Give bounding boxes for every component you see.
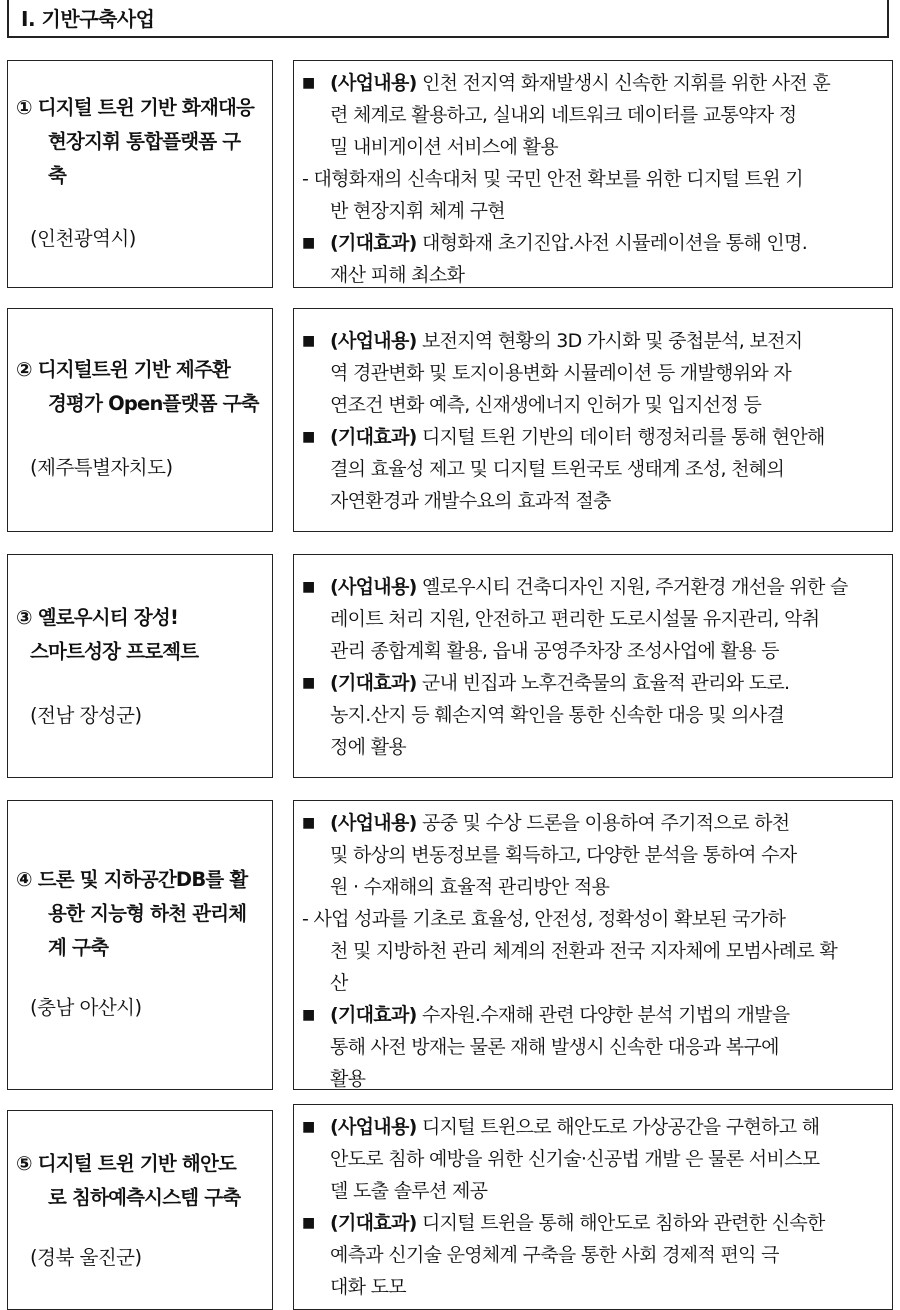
content-line: 관리 종합계획 활용, 읍내 공영주차장 조성사업에 활용 등 bbox=[330, 640, 779, 662]
project-title-box bbox=[7, 308, 273, 532]
project-title-line: 경평가 Open플랫폼 구축 bbox=[48, 392, 259, 415]
project-title-line: 축 bbox=[48, 164, 67, 187]
project-region: (제주특별자치도) bbox=[30, 456, 173, 479]
project-title-line: ④ 드론 및 지하공간DB를 활 bbox=[16, 868, 248, 891]
project-title-line: ③ 옐로우시티 장성! bbox=[16, 606, 179, 629]
bullet-icon: ■ bbox=[302, 1119, 315, 1135]
project-title-line: ② 디지털트윈 기반 제주환 bbox=[16, 358, 231, 381]
effect-line: 정에 활용 bbox=[330, 736, 406, 758]
effect-line: 농지.산지 등 훼손지역 확인을 통한 신속한 대응 및 의사결 bbox=[330, 704, 785, 726]
project-content-box bbox=[293, 554, 893, 778]
project-content bbox=[302, 571, 886, 763]
project-title-box bbox=[7, 554, 273, 778]
bullet-icon: ■ bbox=[302, 675, 315, 691]
content-label: (사업내용) bbox=[330, 72, 417, 94]
effect-line: 대화 도모 bbox=[330, 1276, 406, 1298]
content-line: 안도로 침하 예방을 위한 신기술·신공법 개발 은 물론 서비스모 bbox=[330, 1148, 820, 1170]
bullet-icon: ■ bbox=[302, 815, 315, 831]
content-line: 련 체계로 활용하고, 실내외 네트워크 데이터를 교통약자 정 bbox=[330, 104, 797, 126]
bullet-icon: ■ bbox=[302, 333, 315, 349]
effect-line: 디지털 트윈을 통해 해안도로 침하와 관련한 신속한 bbox=[421, 1212, 825, 1234]
bullet-icon: ■ bbox=[302, 235, 315, 251]
effect-label: (기대효과) bbox=[330, 1212, 417, 1234]
project-title-box bbox=[7, 800, 273, 1090]
bullet-icon: ■ bbox=[302, 1007, 315, 1023]
effect-line: 결의 효율성 제고 및 디지털 트윈국토 생태계 조성, 천혜의 bbox=[330, 458, 785, 480]
project-region: (인천광역시) bbox=[30, 227, 136, 250]
bullet-icon: ■ bbox=[302, 429, 315, 445]
section-header bbox=[7, 0, 889, 38]
project-content-box bbox=[293, 800, 893, 1090]
effect-line: 디지털 트윈 기반의 데이터 행정처리를 통해 현안해 bbox=[421, 426, 825, 448]
bullet-icon: ■ bbox=[302, 579, 315, 595]
bullet-icon: ■ bbox=[302, 75, 315, 91]
content-label: (사업내용) bbox=[330, 576, 417, 598]
content-line: 역 경관변화 및 토지이용변화 시뮬레이션 등 개발행위와 자 bbox=[330, 362, 792, 384]
content-line: 및 하상의 변동정보를 획득하고, 다양한 분석을 통하여 수자 bbox=[330, 844, 797, 866]
content-line: 디지털 트윈으로 해안도로 가상공간을 구현하고 해 bbox=[421, 1116, 820, 1138]
sub-line: - 사업 성과를 기초로 효율성, 안전성, 정확성이 확보된 국가하 bbox=[302, 908, 786, 930]
effect-line: 통해 사전 방재는 물론 재해 발생시 신속한 대응과 복구에 bbox=[330, 1036, 779, 1058]
project-content-box bbox=[293, 1104, 893, 1310]
content-line: 보전지역 현황의 3D 가시화 및 중첩분석, 보전지 bbox=[421, 330, 803, 352]
effect-line: 예측과 신기술 운영체계 구축을 통한 사회 경제적 편익 극 bbox=[330, 1244, 779, 1266]
sub-line: 산 bbox=[330, 972, 348, 994]
project-title bbox=[16, 91, 264, 193]
project-region: (전남 장성군) bbox=[30, 704, 142, 727]
sub-line: - 대형화재의 신속대처 및 국민 안전 확보를 위한 디지털 트윈 기 bbox=[302, 168, 803, 190]
content-line: 인천 전지역 화재발생시 신속한 지휘를 위한 사전 훈 bbox=[421, 72, 831, 94]
effect-line: 재산 피해 최소화 bbox=[330, 264, 465, 286]
effect-line: 대형화재 초기진압.사전 시뮬레이션을 통해 인명. bbox=[421, 232, 808, 254]
content-line: 델 도출 솔루션 제공 bbox=[330, 1180, 488, 1202]
project-content bbox=[302, 1111, 886, 1303]
project-title-line: ① 디지털 트윈 기반 화재대응 bbox=[16, 96, 255, 119]
project-title-line: 용한 지능형 하천 관리체 bbox=[48, 902, 247, 925]
content-label: (사업내용) bbox=[330, 1116, 417, 1138]
project-title-line: ⑤ 디지털 트윈 기반 해안도 bbox=[16, 1152, 237, 1175]
content-line: 밀 내비게이션 서비스에 활용 bbox=[330, 136, 558, 158]
sub-line: 천 및 지방하천 관리 체계의 전환과 전국 지자체에 모범사례로 확 bbox=[330, 940, 838, 962]
project-content-box bbox=[293, 60, 893, 288]
content-line: 옐로우시티 건축디자인 지원, 주거환경 개선을 위한 슬 bbox=[421, 576, 848, 598]
project-title bbox=[16, 353, 264, 421]
project-content-box bbox=[293, 308, 893, 532]
content-label: (사업내용) bbox=[330, 330, 417, 352]
project-region: (충남 아산시) bbox=[30, 996, 142, 1019]
project-title-line: 로 침하예측시스템 구축 bbox=[48, 1186, 241, 1209]
effect-line: 수자원.수재해 관련 다양한 분석 기법의 개발을 bbox=[421, 1004, 790, 1026]
project-content bbox=[302, 67, 886, 291]
effect-label: (기대효과) bbox=[330, 1004, 417, 1026]
project-content bbox=[302, 325, 886, 517]
effect-line: 군내 빈집과 노후건축물의 효율적 관리와 도로. bbox=[421, 672, 790, 694]
effect-line: 자연환경과 개발수요의 효과적 절충 bbox=[330, 490, 611, 512]
project-title-line: 현장지휘 통합플랫폼 구 bbox=[48, 130, 241, 153]
effect-label: (기대효과) bbox=[330, 232, 417, 254]
content-label: (사업내용) bbox=[330, 812, 417, 834]
content-line: 공중 및 수상 드론을 이용하여 주기적으로 하천 bbox=[421, 812, 790, 834]
section-title: Ⅰ. 기반구축사업 bbox=[21, 7, 155, 31]
project-title bbox=[16, 863, 264, 965]
project-region: (경북 울진군) bbox=[30, 1246, 142, 1269]
content-line: 연조건 변화 예측, 신재생에너지 인허가 및 입지선정 등 bbox=[330, 394, 762, 416]
sub-line: 반 현장지휘 체계 구현 bbox=[330, 200, 505, 222]
effect-line: 활용 bbox=[330, 1068, 366, 1090]
project-content bbox=[302, 807, 886, 1095]
project-title bbox=[16, 601, 264, 669]
project-title-box bbox=[7, 1110, 273, 1310]
effect-label: (기대효과) bbox=[330, 672, 417, 694]
project-title-line: 스마트성장 프로젝트 bbox=[30, 640, 199, 663]
project-title bbox=[16, 1147, 264, 1215]
effect-label: (기대효과) bbox=[330, 426, 417, 448]
project-title-line: 계 구축 bbox=[48, 936, 109, 959]
content-line: 원 · 수재해의 효율적 관리방안 적용 bbox=[330, 876, 610, 898]
content-line: 레이트 처리 지원, 안전하고 편리한 도로시설물 유지관리, 악취 bbox=[330, 608, 820, 630]
bullet-icon: ■ bbox=[302, 1215, 315, 1231]
project-title-box bbox=[7, 60, 273, 288]
